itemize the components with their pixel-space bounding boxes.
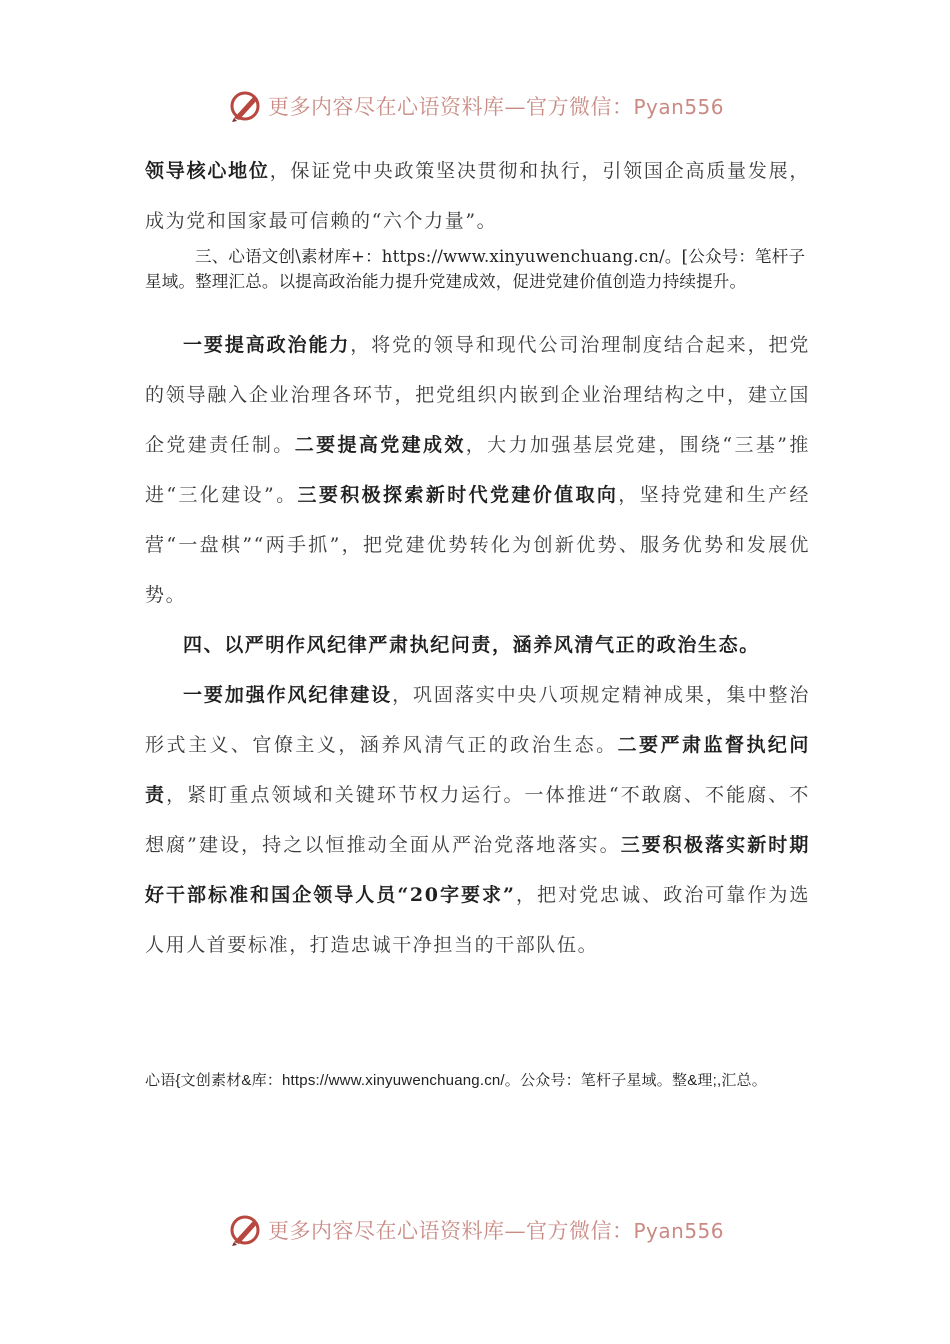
p2-text: 三、心语文创\素材库+：https://www.xinyuwenchuang.cn/。[公众号：笔杆子星域。整理汇总。以提高政治能力提升党建成效，促进党建价值创造力持续提升。	[145, 247, 806, 291]
paragraph-1	[145, 146, 810, 246]
p1-text: ，保证党中央政策坚决贯彻和执行，引领国企高质量发展，成为党和国家最可信赖的“六个力量”。	[145, 160, 810, 232]
pen-logo-icon	[228, 1212, 264, 1248]
pen-logo-icon	[228, 88, 264, 124]
p5-text-1: ，巩固落实中央八项规定精神成果，集中整治形式主义、官僚主义，涵养风清气正的政治生态。	[145, 684, 810, 756]
p3-bold-1: 一要提高政治能力	[183, 334, 351, 356]
paragraph-3	[145, 320, 810, 620]
p5-bold-3: 三要积极落实新时期好干部标准和国企领导人员“20字要求”	[145, 834, 810, 906]
p3-text-3: ，坚持党建和生产经营“一盘棋”“两手抓”，把党建优势转化为创新优势、服务优势和发展优势。	[145, 484, 810, 606]
p5-bold-1: 一要加强作风纪律建设	[183, 684, 393, 706]
footer-banner	[228, 1210, 748, 1250]
paragraph-4	[145, 620, 810, 670]
banner-account: Pyan556	[633, 95, 725, 119]
p1-bold: 领导核心地位	[145, 160, 270, 182]
p3-bold-3: 三要积极探索新时代党建价值取向	[297, 484, 619, 506]
banner-text: 更多内容尽在心语资料库—官方微信：Pyan556	[268, 1219, 725, 1243]
p5-text-3: ，把对党忠诚、政治可靠作为选人用人首要标准，打造忠诚干净担当的干部队伍。	[145, 884, 810, 956]
p3-text-1: ，将党的领导和现代公司治理制度结合起来，把党的领导融入企业治理各环节，把党组织内嵌到企业治理结构之中，建立国企党建责任制。	[145, 334, 810, 456]
footer-note: 心语{文创素材&库：https://www.xinyuwenchuang.cn/。公众号：笔杆子星域。整&理;,汇总。	[145, 1072, 767, 1089]
paragraph-5	[145, 670, 810, 970]
header-banner	[228, 86, 748, 126]
p5-bold-2: 二要严肃监督执纪问责	[145, 734, 811, 806]
banner-text: 更多内容尽在心语资料库—官方微信：Pyan556	[268, 95, 725, 119]
p3-bold-2: 二要提高党建成效	[294, 434, 466, 456]
p5-text-2: ，紧盯重点领域和关键环节权力运行。一体推进“不敢腐、不能腐、不想腐”建设，持之以恒推动全面从严治党落地落实。	[145, 784, 810, 856]
section-heading: 四、以严明作风纪律严肃执纪问责，涵养风清气正的政治生态。	[183, 634, 760, 656]
paragraph-2	[145, 244, 810, 294]
p3-text-2: ，大力加强基层党建，围绕“三基”推进“三化建设”。	[145, 434, 810, 506]
banner-account: Pyan556	[633, 1219, 725, 1243]
